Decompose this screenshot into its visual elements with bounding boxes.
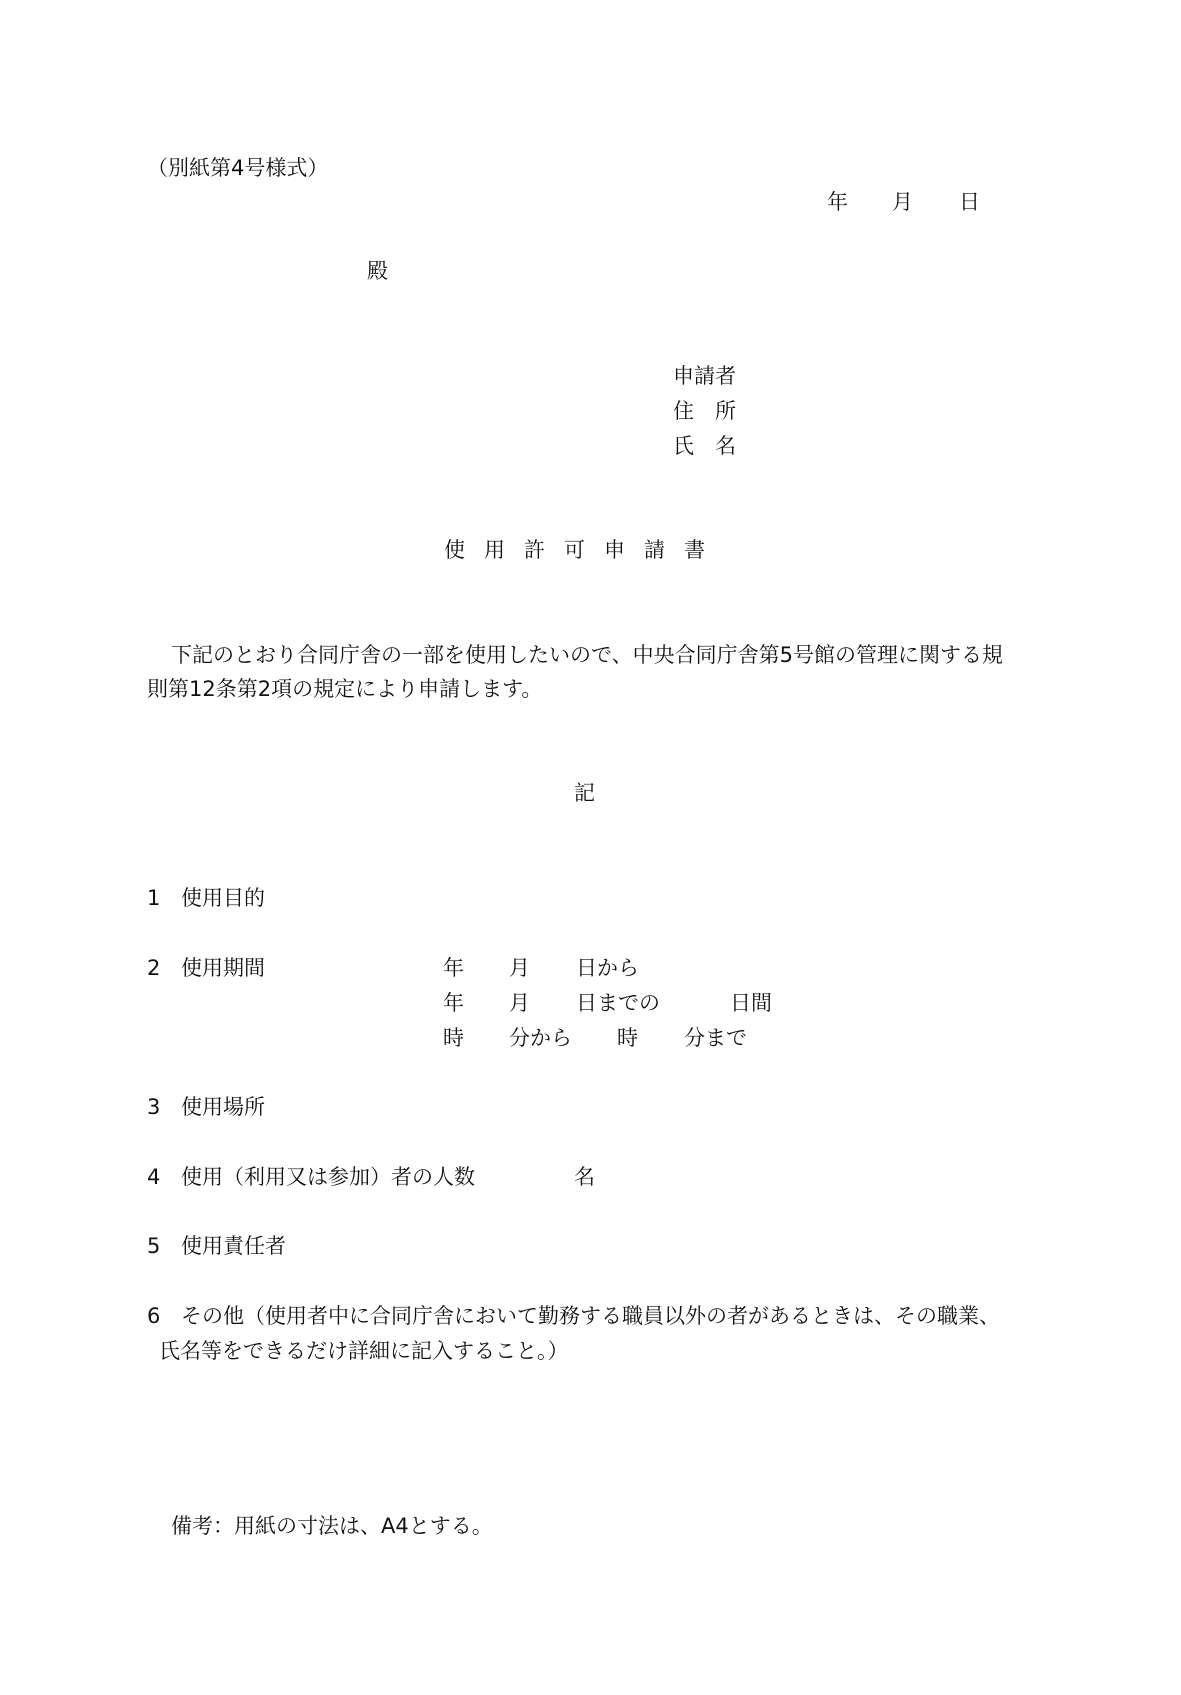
form-label: （別紙第4号様式） xyxy=(147,156,329,180)
time-until-minute: 分まで xyxy=(684,1026,747,1050)
item-5-number: 5 xyxy=(147,1234,161,1258)
period-from-day: 日から xyxy=(576,956,639,980)
item-2-label: 使用期間 xyxy=(181,956,265,980)
item-3-number: 3 xyxy=(147,1095,161,1119)
applicant-name-label: 氏 名 xyxy=(673,434,736,458)
remarks-note: 備考：用紙の寸法は、A4とする。 xyxy=(171,1514,493,1538)
item-6-line-2: 氏名等をできるだけ詳細に記入すること。） xyxy=(159,1339,569,1363)
body-line-1: 下記のとおり合同庁舎の一部を使用したいので、中央合同庁舎第5号館の管理に関する規 xyxy=(171,643,1003,667)
item-2-number: 2 xyxy=(147,956,161,980)
period-from-year: 年 xyxy=(443,956,464,980)
date-day-label: 日 xyxy=(959,190,980,214)
addressee-suffix: 殿 xyxy=(367,259,388,283)
item-3-label: 使用場所 xyxy=(181,1095,265,1119)
period-from-month: 月 xyxy=(509,956,530,980)
item-1-label: 使用目的 xyxy=(181,886,265,910)
time-until-hour: 時 xyxy=(617,1026,638,1050)
time-from-hour: 時 xyxy=(443,1026,464,1050)
item-4-unit: 名 xyxy=(574,1165,595,1189)
item-4-number: 4 xyxy=(147,1165,161,1189)
date-month-label: 月 xyxy=(892,190,913,214)
body-line-2: 則第12条第2項の規定により申請します。 xyxy=(147,677,543,701)
period-days: 日間 xyxy=(730,991,772,1015)
item-6-number: 6 xyxy=(147,1304,161,1328)
applicant-label: 申請者 xyxy=(673,364,736,388)
applicant-address-label: 住 所 xyxy=(673,399,736,423)
time-from-minute: 分から xyxy=(509,1026,572,1050)
date-year-label: 年 xyxy=(827,190,848,214)
item-6-line-1: その他（使用者中に合同庁舎において勤務する職員以外の者があるときは、その職業、 xyxy=(181,1304,1000,1328)
item-1-number: 1 xyxy=(147,886,161,910)
item-4-label: 使用（利用又は参加）者の人数 xyxy=(181,1165,475,1189)
period-until-day: 日までの xyxy=(576,991,660,1015)
ki-heading: 記 xyxy=(574,781,595,805)
period-until-month: 月 xyxy=(509,991,530,1015)
document-title: 使用許可申請書 xyxy=(444,538,724,562)
period-until-year: 年 xyxy=(443,991,464,1015)
item-5-label: 使用責任者 xyxy=(181,1234,286,1258)
